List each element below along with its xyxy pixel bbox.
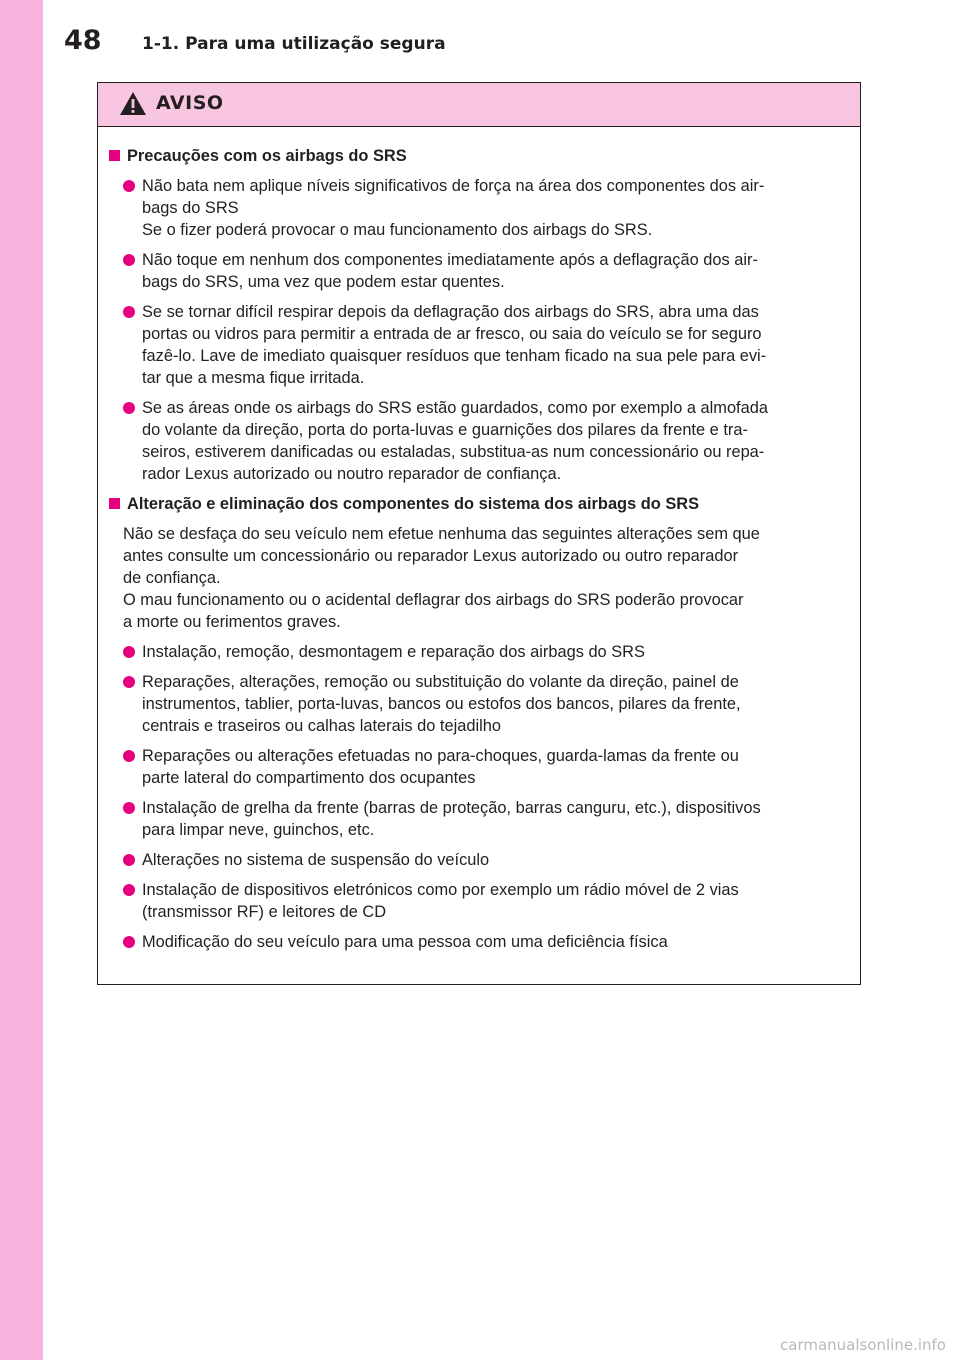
text-line: Não bata nem aplique níveis significativos de força na área dos componentes dos air-	[142, 177, 765, 195]
list-item-text	[142, 797, 852, 841]
text-line: Reparações ou alterações efetuadas no para-choques, guarda-lamas da frente ou	[142, 747, 739, 765]
text-line: Instalação de grelha da frente (barras de proteção, barras canguru, etc.), dispositivos	[142, 799, 761, 817]
bullet-dot-icon	[123, 180, 135, 192]
list-item	[106, 249, 852, 293]
alterations-list	[106, 641, 852, 953]
list-item	[106, 797, 852, 841]
text-line: bags do SRS, uma vez que podem estar quentes.	[142, 273, 505, 291]
text-line: Instalação de dispositivos eletrónicos como por exemplo um rádio móvel de 2 vias	[142, 881, 739, 899]
section-title-srs-alterations	[106, 493, 852, 515]
warning-box	[97, 82, 861, 985]
text-line: Se se tornar difícil respirar depois da deflagração dos airbags do SRS, abra uma das	[142, 303, 759, 321]
page-number: 48	[64, 25, 102, 56]
bullet-dot-icon	[123, 402, 135, 414]
list-item-text	[142, 931, 852, 953]
text-line: a morte ou ferimentos graves.	[123, 613, 341, 631]
text-line: Se as áreas onde os airbags do SRS estão guardados, como por exemplo a almofada	[142, 399, 768, 417]
list-item-text	[142, 849, 852, 871]
text-line: bags do SRS	[142, 199, 239, 217]
list-item-text	[142, 641, 852, 663]
bullet-dot-icon	[123, 750, 135, 762]
chapter-title: 1-1. Para uma utilização segura	[142, 34, 446, 54]
warning-title: AVISO	[156, 92, 224, 114]
precautions-list	[106, 175, 852, 485]
bullet-dot-icon	[123, 676, 135, 688]
bullet-dot-icon	[123, 646, 135, 658]
text-line: instrumentos, tablier, porta-luvas, bancos ou estofos dos bancos, pilares da frente,	[142, 695, 741, 713]
square-bullet-icon	[109, 150, 120, 161]
bullet-dot-icon	[123, 802, 135, 814]
text-line: Não toque em nenhum dos componentes imediatamente após a deflagração dos air-	[142, 251, 758, 269]
section-title-text: Alteração e eliminação dos componentes do sistema dos airbags do SRS	[127, 495, 700, 513]
list-item	[106, 671, 852, 737]
bullet-dot-icon	[123, 884, 135, 896]
text-line: para limpar neve, guinchos, etc.	[142, 821, 375, 839]
text-line: portas ou vidros para permitir a entrada de ar fresco, ou saia do veículo se for seguro	[142, 325, 762, 343]
watermark-logo: carmanualsonline.info	[780, 1336, 946, 1354]
text-line: Não se desfaça do seu veículo nem efetue nenhuma das seguintes alterações sem que	[123, 525, 760, 543]
text-line: Se o fizer poderá provocar o mau funcionamento dos airbags do SRS.	[142, 221, 653, 239]
text-line: Modificação do seu veículo para uma pessoa com uma deficiência física	[142, 933, 668, 951]
list-item	[106, 641, 852, 663]
alterations-intro-paragraph	[123, 523, 852, 633]
text-line: fazê-lo. Lave de imediato quaisquer resíduos que tenham ficado na sua pele para evi-	[142, 347, 767, 365]
text-line: Instalação, remoção, desmontagem e reparação dos airbags do SRS	[142, 643, 645, 661]
section-title-text: Precauções com os airbags do SRS	[127, 147, 407, 165]
list-item-text	[142, 397, 852, 485]
list-item	[106, 301, 852, 389]
text-line: parte lateral do compartimento dos ocupantes	[142, 769, 476, 787]
list-item	[106, 931, 852, 953]
list-item	[106, 397, 852, 485]
square-bullet-icon	[109, 498, 120, 509]
text-line: do volante da direção, porta do porta-luvas e guarnições dos pilares da frente e tra-	[142, 421, 748, 439]
list-item-text	[142, 301, 852, 389]
list-item	[106, 849, 852, 871]
bullet-dot-icon	[123, 936, 135, 948]
text-line: Alterações no sistema de suspensão do veículo	[142, 851, 490, 869]
list-item	[106, 175, 852, 241]
text-line: O mau funcionamento ou o acidental deflagrar dos airbags do SRS poderão provocar	[123, 591, 744, 609]
section-title-srs-precautions	[106, 145, 852, 167]
text-line: seiros, estiverem danificadas ou estaladas, substitua-as num concessionário ou repa-	[142, 443, 765, 461]
list-item-text	[142, 175, 852, 241]
list-item-text	[142, 249, 852, 293]
list-item	[106, 879, 852, 923]
text-line: tar que a mesma fique irritada.	[142, 369, 365, 387]
text-line: rador Lexus autorizado ou noutro reparador de confiança.	[142, 465, 562, 483]
list-item-text	[142, 879, 852, 923]
warning-triangle-icon	[119, 91, 147, 116]
bullet-dot-icon	[123, 306, 135, 318]
list-item-text	[142, 745, 852, 789]
text-line: (transmissor RF) e leitores de CD	[142, 903, 387, 921]
warning-header	[98, 83, 860, 127]
warning-body	[98, 127, 860, 953]
list-item-text	[142, 671, 852, 737]
bullet-dot-icon	[123, 854, 135, 866]
list-item	[106, 745, 852, 789]
text-line: de confiança.	[123, 569, 221, 587]
text-line: antes consulte um concessionário ou reparador Lexus autorizado ou outro reparador	[123, 547, 739, 565]
side-tab-strip	[0, 0, 43, 1360]
bullet-dot-icon	[123, 254, 135, 266]
text-line: Reparações, alterações, remoção ou substituição do volante da direção, painel de	[142, 673, 739, 691]
text-line: centrais e traseiros ou calhas laterais do tejadilho	[142, 717, 501, 735]
